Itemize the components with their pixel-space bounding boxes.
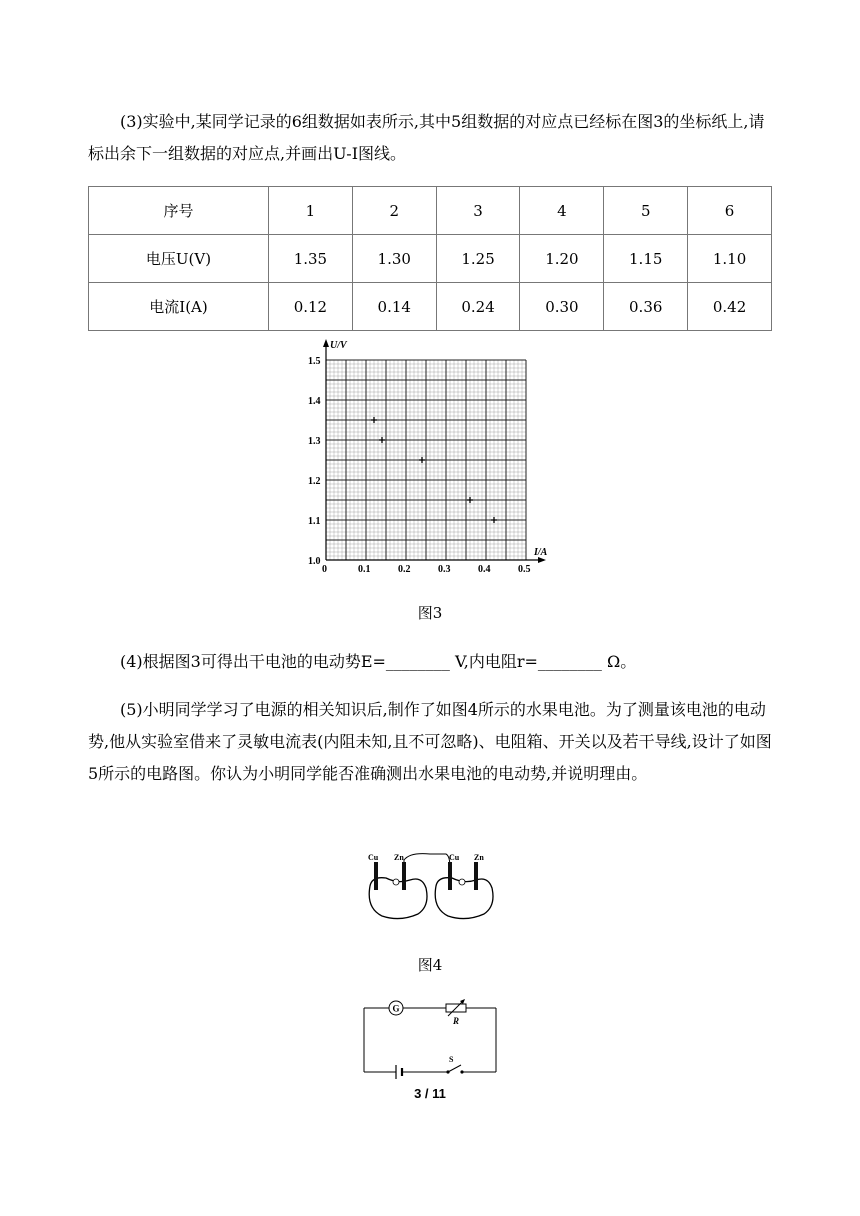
table-cell: 1.20 [520, 235, 604, 283]
table-cell: 1 [269, 187, 353, 235]
figure-3-chart [300, 336, 560, 576]
table-cell: 1.15 [604, 235, 688, 283]
y-tick-label: 1.0 [308, 556, 321, 567]
x-tick-label: 0.4 [478, 564, 491, 575]
electrode-label-cu-2: Cu [449, 853, 460, 862]
table-cell: 0.14 [352, 283, 436, 331]
question-3-text: (3)实验中,某同学记录的6组数据如表所示,其中5组数据的对应点已经标在图3的坐标纸上,请标出余下一组数据的对应点,并画出U-I图线。 [88, 112, 765, 163]
data-point [371, 417, 377, 423]
figure-4-fruit-battery [360, 846, 500, 928]
switch-label: S [449, 1055, 454, 1064]
table-cell: 1.35 [269, 235, 353, 283]
data-point [467, 497, 473, 503]
y-tick-label: 1.1 [308, 516, 321, 527]
grid-major [326, 360, 526, 560]
table-cell: 1.10 [688, 235, 772, 283]
table-cell: 3 [436, 187, 520, 235]
question-5-text: (5)小明同学学习了电源的相关知识后,制作了如图4所示的水果电池。为了测量该电池的电动势,他从实验室借来了灵敏电流表(内阻未知,且不可忽略)、电阻箱、开关以及若干导线,设计了如图5所示的电路图。你认为小明同学能否准确测出水果电池的电动势,并说明理由。 [88, 700, 772, 783]
switch-lever [448, 1065, 461, 1072]
connecting-wire [404, 854, 450, 868]
x-axis-label: I/A [534, 547, 548, 558]
y-axis-arrow [323, 339, 329, 347]
row-label: 电流I(A) [89, 283, 269, 331]
figure-3-caption: 图3 [417, 604, 443, 622]
y-axis-label: U/V [330, 340, 347, 351]
figure-5-circuit [356, 996, 502, 1080]
electrode-zn-2 [474, 862, 478, 890]
table-cell: 2 [352, 187, 436, 235]
x-tick-label: 0 [322, 564, 327, 575]
y-tick-label: 1.3 [308, 436, 321, 447]
data-point [419, 457, 425, 463]
y-tick-label: 1.2 [308, 476, 321, 487]
x-tick-labels [322, 564, 531, 575]
x-tick-label: 0.3 [438, 564, 451, 575]
data-table [88, 186, 772, 331]
y-tick-label: 1.4 [308, 396, 321, 407]
electrode-label-zn-1: Zn [394, 853, 404, 862]
y-tick-labels [308, 356, 321, 567]
table-row [89, 235, 772, 283]
table-cell: 0.12 [269, 283, 353, 331]
data-point [491, 517, 497, 523]
table-cell: 6 [688, 187, 772, 235]
galvanometer-label: G [392, 1003, 400, 1014]
x-tick-label: 0.2 [398, 564, 411, 575]
electrode-zn-1 [402, 862, 406, 890]
fruit-2-stem [459, 879, 465, 885]
page-number: 3 / 11 [414, 1086, 446, 1101]
switch-contact [460, 1070, 463, 1073]
table-cell: 1.25 [436, 235, 520, 283]
row-label: 序号 [89, 187, 269, 235]
electrode-label-zn-2: Zn [474, 853, 484, 862]
row-label: 电压U(V) [89, 235, 269, 283]
x-tick-label: 0.1 [358, 564, 371, 575]
resistor-label: R [453, 1016, 460, 1026]
question-4-text: (4)根据图3可得出干电池的电动势E=________ V,内电阻r=________ Ω。 [120, 652, 637, 671]
table-cell: 4 [520, 187, 604, 235]
electrode-cu-1 [374, 862, 378, 890]
x-tick-label: 0.5 [518, 564, 531, 575]
table-cell: 0.30 [520, 283, 604, 331]
table-cell: 0.36 [604, 283, 688, 331]
electrode-cu-2 [448, 862, 452, 890]
electrode-label-cu-1: Cu [368, 853, 379, 862]
table-cell: 0.42 [688, 283, 772, 331]
fruit-1-stem [393, 879, 399, 885]
figure-4-caption: 图4 [417, 956, 443, 974]
table-cell: 1.30 [352, 235, 436, 283]
table-cell: 5 [604, 187, 688, 235]
y-tick-label: 1.5 [308, 356, 321, 367]
table-cell: 0.24 [436, 283, 520, 331]
data-point [379, 437, 385, 443]
table-row [89, 187, 772, 235]
table-row [89, 283, 772, 331]
